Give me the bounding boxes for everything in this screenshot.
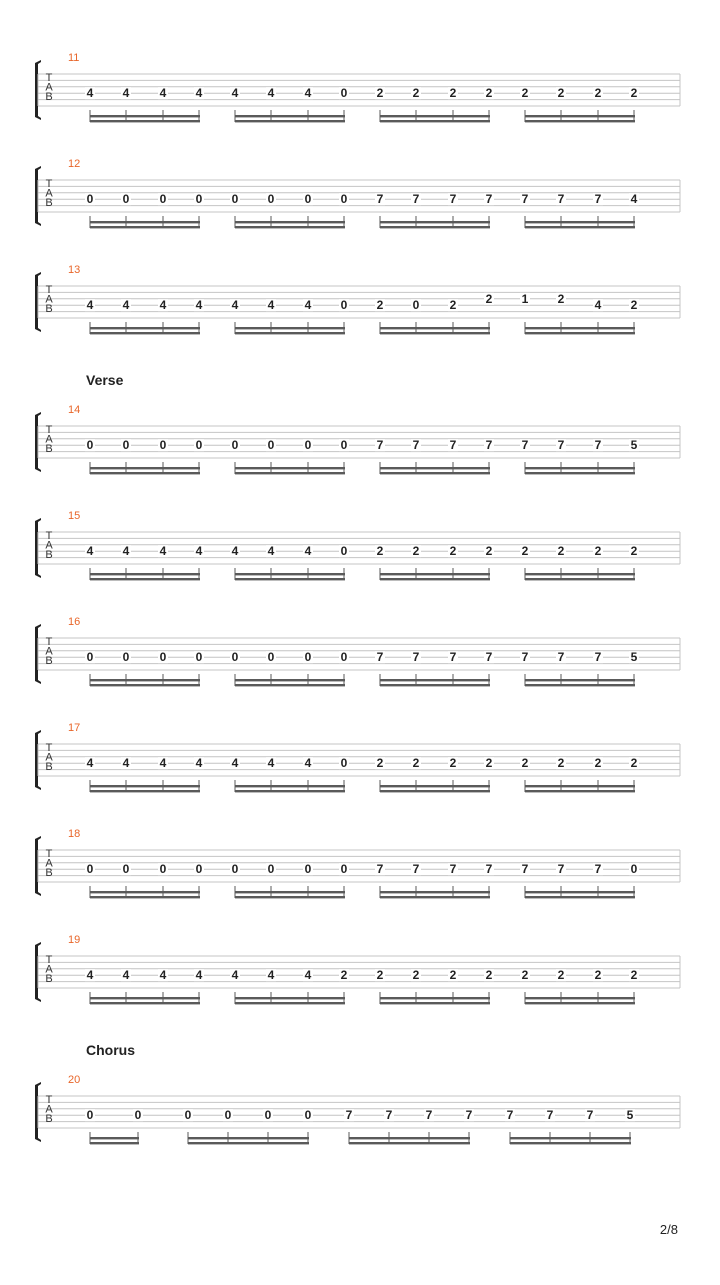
beam-secondary [380, 221, 490, 223]
fret-number: 0 [86, 438, 94, 453]
beam-primary [235, 472, 345, 474]
tab-clef-letter: B [45, 443, 53, 455]
fret-number: 4 [195, 544, 203, 559]
fret-number: 4 [122, 756, 130, 771]
beam-primary [90, 332, 200, 334]
fret-number: 4 [267, 86, 275, 101]
fret-number: 2 [376, 86, 384, 101]
tab-clef-letter: A [45, 645, 53, 658]
measure-number: 17 [68, 722, 81, 734]
fret-number: 7 [376, 862, 384, 877]
fret-number: 7 [412, 650, 420, 665]
beam-primary [380, 226, 490, 228]
fret-number: 0 [267, 438, 275, 453]
fret-number: 2 [630, 968, 638, 983]
fret-number: 0 [304, 192, 312, 207]
fret-number: 4 [86, 756, 94, 771]
tab-clef-letter: B [45, 1113, 53, 1125]
fret-number: 7 [506, 1108, 514, 1123]
beam-primary [349, 1142, 470, 1144]
fret-number: 0 [159, 192, 167, 207]
tab-clef-letter: T [45, 954, 53, 966]
fret-number: 4 [159, 968, 167, 983]
tab-clef-letter: T [45, 284, 53, 296]
beam-primary [525, 896, 635, 898]
fret-number: 0 [134, 1108, 142, 1123]
beam-primary [380, 684, 490, 686]
beam-primary [525, 578, 635, 580]
fret-number: 2 [412, 968, 420, 983]
fret-number: 7 [485, 650, 493, 665]
beam-primary [235, 790, 345, 792]
fret-number: 0 [412, 298, 420, 313]
measure-number: 13 [68, 264, 81, 276]
beam-secondary [525, 679, 635, 681]
beam-primary [235, 120, 345, 122]
fret-number: 2 [376, 756, 384, 771]
beam-secondary [525, 997, 635, 999]
beam-secondary [235, 467, 345, 469]
fret-number: 4 [86, 544, 94, 559]
tab-clef-letter: A [45, 187, 53, 200]
fret-number: 4 [231, 544, 239, 559]
fret-number: 2 [485, 291, 493, 306]
beam-primary [90, 120, 200, 122]
fret-number: 0 [340, 650, 348, 665]
fret-number: 7 [586, 1108, 594, 1123]
fret-number: 4 [159, 298, 167, 313]
measure-number: 16 [68, 616, 81, 628]
beam-primary [510, 1142, 631, 1144]
tab-clef-letter: A [45, 539, 53, 552]
fret-number: 4 [122, 86, 130, 101]
fret-number: 4 [195, 756, 203, 771]
tab-clef-letter: T [45, 848, 53, 860]
beam-primary [235, 226, 345, 228]
fret-number: 0 [304, 862, 312, 877]
fret-number: 4 [86, 968, 94, 983]
beam-secondary [235, 115, 345, 117]
fret-number: 0 [122, 192, 130, 207]
fret-number: 7 [485, 438, 493, 453]
fret-number: 4 [231, 968, 239, 983]
fret-number: 5 [630, 650, 638, 665]
fret-number: 4 [122, 298, 130, 313]
beam-primary [235, 896, 345, 898]
fret-number: 7 [594, 438, 602, 453]
fret-number: 2 [412, 756, 420, 771]
fret-number: 4 [304, 86, 312, 101]
beam-secondary [235, 891, 345, 893]
beam-primary [90, 1002, 200, 1004]
fret-number: 4 [304, 544, 312, 559]
fret-number: 4 [122, 544, 130, 559]
fret-number: 0 [122, 438, 130, 453]
tab-clef-letter: T [45, 424, 53, 436]
fret-number: 0 [159, 438, 167, 453]
measure-number: 11 [68, 52, 80, 64]
fret-number: 7 [594, 650, 602, 665]
fret-number: 2 [594, 756, 602, 771]
fret-number: 2 [521, 544, 529, 559]
beam-secondary [380, 115, 490, 117]
page-number: 2/8 [659, 1222, 678, 1237]
fret-number: 7 [557, 862, 565, 877]
fret-number: 4 [304, 298, 312, 313]
fret-number: 2 [557, 86, 565, 101]
tab-clef-letter: T [45, 636, 53, 648]
fret-number: 4 [231, 298, 239, 313]
fret-number: 2 [594, 544, 602, 559]
fret-number: 2 [412, 86, 420, 101]
fret-number: 2 [594, 86, 602, 101]
beam-primary [525, 684, 635, 686]
beam-secondary [90, 467, 200, 469]
section-label-chorus: Chorus [86, 1042, 135, 1058]
fret-number: 2 [557, 968, 565, 983]
fret-number: 0 [630, 862, 638, 877]
fret-number: 0 [267, 650, 275, 665]
fret-number: 1 [521, 291, 529, 306]
fret-number: 7 [485, 862, 493, 877]
fret-number: 0 [195, 438, 203, 453]
tab-clef-letter: T [45, 178, 53, 190]
fret-number: 4 [159, 86, 167, 101]
beam-primary [525, 472, 635, 474]
measure-number: 20 [68, 1074, 81, 1086]
fret-number: 7 [521, 862, 529, 877]
fret-number: 4 [267, 298, 275, 313]
beam-secondary [90, 327, 200, 329]
fret-number: 0 [304, 438, 312, 453]
fret-number: 0 [231, 862, 239, 877]
fret-number: 2 [630, 86, 638, 101]
fret-number: 0 [122, 862, 130, 877]
fret-number: 0 [159, 862, 167, 877]
fret-number: 7 [449, 862, 457, 877]
fret-number: 7 [449, 650, 457, 665]
fret-number: 0 [340, 438, 348, 453]
fret-number: 0 [86, 1108, 94, 1123]
beam-secondary [90, 1137, 139, 1139]
tab-clef-letter: A [45, 963, 53, 976]
beam-secondary [380, 573, 490, 575]
fret-number: 7 [594, 192, 602, 207]
tab-clef-letter: B [45, 197, 53, 209]
beam-primary [188, 1142, 309, 1144]
fret-number: 5 [626, 1108, 634, 1123]
beam-primary [90, 790, 200, 792]
beam-primary [235, 578, 345, 580]
beam-primary [235, 1002, 345, 1004]
fret-number: 4 [86, 298, 94, 313]
fret-number: 7 [376, 650, 384, 665]
fret-number: 2 [449, 298, 457, 313]
beam-primary [90, 226, 200, 228]
fret-number: 4 [267, 968, 275, 983]
beam-primary [380, 120, 490, 122]
beam-primary [525, 120, 635, 122]
tab-clef-letter: A [45, 751, 53, 764]
beam-secondary [525, 467, 635, 469]
beam-secondary [188, 1137, 309, 1139]
fret-number: 2 [485, 756, 493, 771]
fret-number: 2 [557, 544, 565, 559]
fret-number: 2 [485, 544, 493, 559]
fret-number: 7 [425, 1108, 433, 1123]
fret-number: 0 [304, 1108, 312, 1123]
fret-number: 5 [630, 438, 638, 453]
fret-number: 2 [630, 756, 638, 771]
fret-number: 4 [122, 968, 130, 983]
fret-number: 2 [485, 968, 493, 983]
beam-secondary [525, 221, 635, 223]
beam-primary [525, 332, 635, 334]
fret-number: 7 [385, 1108, 393, 1123]
fret-number: 2 [449, 968, 457, 983]
fret-number: 2 [340, 968, 348, 983]
fret-number: 7 [376, 438, 384, 453]
fret-number: 4 [304, 756, 312, 771]
beam-primary [235, 332, 345, 334]
fret-number: 0 [86, 650, 94, 665]
fret-number: 7 [546, 1108, 554, 1123]
tab-clef-letter: B [45, 867, 53, 879]
fret-number: 4 [594, 298, 602, 313]
fret-number: 7 [594, 862, 602, 877]
fret-number: 4 [267, 756, 275, 771]
tab-clef-letter: A [45, 81, 53, 94]
fret-number: 4 [195, 968, 203, 983]
fret-number: 7 [521, 192, 529, 207]
fret-number: 2 [557, 756, 565, 771]
fret-number: 0 [122, 650, 130, 665]
fret-number: 0 [340, 544, 348, 559]
beam-secondary [90, 573, 200, 575]
beam-primary [90, 578, 200, 580]
beam-secondary [380, 679, 490, 681]
tab-clef-letter: B [45, 761, 53, 773]
measure-number: 19 [68, 934, 81, 946]
beam-secondary [380, 891, 490, 893]
beam-primary [380, 790, 490, 792]
fret-number: 2 [630, 298, 638, 313]
fret-number: 0 [340, 86, 348, 101]
measure-number: 18 [68, 828, 81, 840]
beam-secondary [90, 221, 200, 223]
beam-secondary [349, 1137, 470, 1139]
fret-number: 7 [557, 438, 565, 453]
tab-clef-letter: T [45, 530, 53, 542]
fret-number: 0 [340, 298, 348, 313]
beam-primary [380, 578, 490, 580]
beam-secondary [235, 997, 345, 999]
fret-number: 7 [449, 192, 457, 207]
fret-number: 7 [521, 438, 529, 453]
beam-primary [90, 896, 200, 898]
fret-number: 2 [449, 86, 457, 101]
beam-secondary [510, 1137, 631, 1139]
beam-secondary [235, 679, 345, 681]
tab-clef-letter: A [45, 857, 53, 870]
fret-number: 2 [521, 968, 529, 983]
fret-number: 0 [86, 192, 94, 207]
tab-clef-letter: B [45, 91, 53, 103]
fret-number: 2 [594, 968, 602, 983]
fret-number: 0 [231, 192, 239, 207]
tab-clef-letter: A [45, 433, 53, 446]
tab-clef-letter: T [45, 742, 53, 754]
fret-number: 7 [376, 192, 384, 207]
beam-secondary [525, 891, 635, 893]
fret-number: 2 [449, 756, 457, 771]
fret-number: 0 [231, 650, 239, 665]
fret-number: 7 [465, 1108, 473, 1123]
beam-secondary [525, 115, 635, 117]
fret-number: 2 [376, 298, 384, 313]
tab-clef-letter: B [45, 655, 53, 667]
tab-clef-letter: B [45, 549, 53, 561]
fret-number: 0 [86, 862, 94, 877]
beam-secondary [90, 785, 200, 787]
beam-secondary [235, 221, 345, 223]
beam-secondary [90, 997, 200, 999]
beam-primary [380, 1002, 490, 1004]
measure-number: 12 [68, 158, 81, 170]
beam-primary [380, 472, 490, 474]
beam-secondary [380, 785, 490, 787]
fret-number: 4 [86, 86, 94, 101]
fret-number: 2 [449, 544, 457, 559]
beam-secondary [525, 785, 635, 787]
fret-number: 4 [159, 756, 167, 771]
tab-clef-letter: A [45, 1103, 53, 1116]
beam-secondary [525, 573, 635, 575]
fret-number: 4 [304, 968, 312, 983]
beam-primary [380, 332, 490, 334]
section-label-verse: Verse [86, 372, 124, 388]
fret-number: 7 [412, 192, 420, 207]
fret-number: 2 [376, 544, 384, 559]
tab-clef-letter: B [45, 303, 53, 315]
beam-secondary [380, 327, 490, 329]
fret-number: 0 [304, 650, 312, 665]
fret-number: 0 [231, 438, 239, 453]
fret-number: 7 [521, 650, 529, 665]
fret-number: 4 [630, 192, 638, 207]
tab-clef-letter: B [45, 973, 53, 985]
beam-secondary [90, 679, 200, 681]
tab-clef-letter: A [45, 293, 53, 306]
beam-primary [525, 226, 635, 228]
fret-number: 4 [231, 756, 239, 771]
tab-clef-letter: T [45, 1094, 53, 1106]
beam-secondary [90, 115, 200, 117]
fret-number: 7 [557, 650, 565, 665]
fret-number: 0 [184, 1108, 192, 1123]
beam-primary [380, 896, 490, 898]
fret-number: 7 [412, 862, 420, 877]
fret-number: 0 [159, 650, 167, 665]
fret-number: 0 [267, 192, 275, 207]
fret-number: 7 [557, 192, 565, 207]
fret-number: 0 [264, 1108, 272, 1123]
fret-number: 4 [195, 298, 203, 313]
beam-primary [525, 1002, 635, 1004]
beam-secondary [380, 997, 490, 999]
fret-number: 0 [340, 862, 348, 877]
fret-number: 0 [267, 862, 275, 877]
fret-number: 4 [231, 86, 239, 101]
beam-secondary [235, 785, 345, 787]
fret-number: 2 [521, 86, 529, 101]
fret-number: 0 [195, 650, 203, 665]
fret-number: 2 [630, 544, 638, 559]
beam-secondary [380, 467, 490, 469]
beam-primary [235, 684, 345, 686]
fret-number: 2 [376, 968, 384, 983]
measure-number: 14 [68, 404, 81, 416]
beam-secondary [525, 327, 635, 329]
fret-number: 2 [557, 291, 565, 306]
fret-number: 0 [195, 862, 203, 877]
beam-secondary [235, 573, 345, 575]
beam-primary [90, 684, 200, 686]
fret-number: 2 [412, 544, 420, 559]
fret-number: 0 [340, 192, 348, 207]
fret-number: 4 [267, 544, 275, 559]
fret-number: 0 [340, 756, 348, 771]
beam-primary [525, 790, 635, 792]
fret-number: 0 [224, 1108, 232, 1123]
fret-number: 7 [345, 1108, 353, 1123]
beam-secondary [235, 327, 345, 329]
beam-primary [90, 1142, 139, 1144]
fret-number: 7 [485, 192, 493, 207]
fret-number: 7 [412, 438, 420, 453]
measure-number: 15 [68, 510, 81, 522]
fret-number: 4 [159, 544, 167, 559]
fret-number: 7 [449, 438, 457, 453]
fret-number: 0 [195, 192, 203, 207]
beam-secondary [90, 891, 200, 893]
fret-number: 2 [521, 756, 529, 771]
fret-number: 2 [485, 86, 493, 101]
fret-number: 4 [195, 86, 203, 101]
tab-clef-letter: T [45, 72, 53, 84]
beam-primary [90, 472, 200, 474]
